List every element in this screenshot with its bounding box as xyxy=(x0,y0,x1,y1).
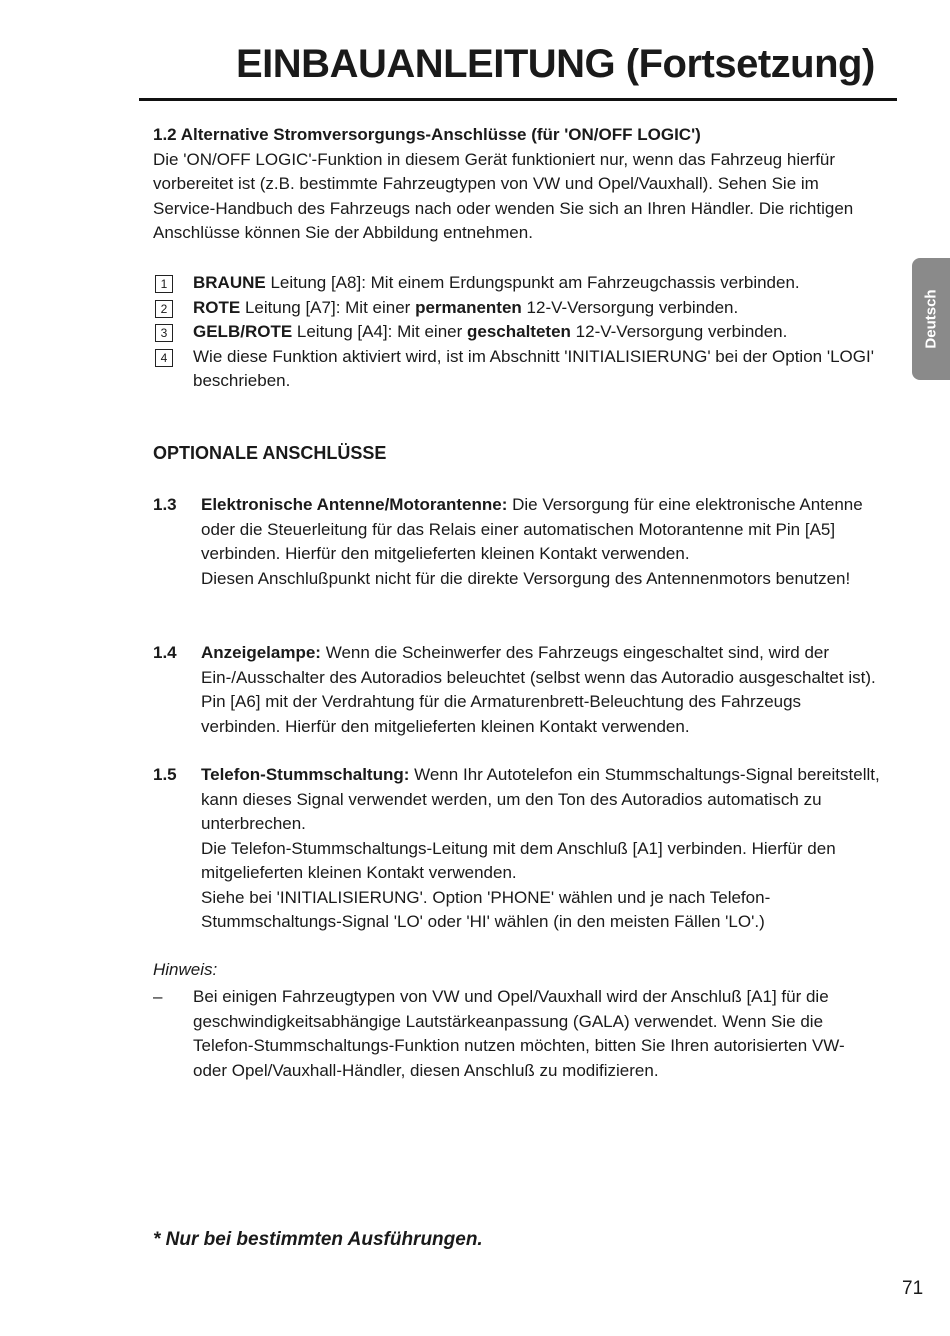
section-body xyxy=(201,763,883,837)
section-title: Elektronische Antenne/Motorantenne: xyxy=(201,495,508,514)
list-item xyxy=(153,345,885,394)
language-tab xyxy=(912,258,950,380)
note-title: Hinweis: xyxy=(153,960,218,979)
emphasis: permanenten xyxy=(415,297,522,317)
section-text: Wenn die Scheinwerfer des Fahrzeugs eingeschaltet sind, wird der Ein-/Ausschalter des Autoradios beleuchtet (selbst wenn das Autoradio ausgeschaltet ist). xyxy=(201,643,876,687)
footnote: * Nur bei bestimmten Ausführungen. xyxy=(153,1229,483,1250)
item-description: Leitung [A4]: Mit einer xyxy=(292,322,467,341)
emphasis: geschalteten xyxy=(467,322,571,341)
page-number: 71 xyxy=(902,1278,924,1299)
section-text: Die Versorgung für eine elektronische Antenne oder die Steuerleitung für das Relais einer automatischen Motorantenne mit Pin [A5] verbinden. Hierfür den mitgelieferten kleinen Kontakt verwenden. xyxy=(201,495,863,563)
section-body xyxy=(201,641,883,690)
section-paragraph: Diesen Anschlußpunkt nicht für die direkte Versorgung des Antennenmotors benutzen! xyxy=(201,568,851,588)
wire-color: GELB/ROTE xyxy=(193,322,293,341)
item-description: Leitung [A8]: Mit einem Erdungspunkt am Fahrzeugchassis verbinden. xyxy=(265,273,800,292)
list-item xyxy=(153,296,885,321)
section-title: Anzeigelampe: xyxy=(201,643,321,662)
note-text: Bei einigen Fahrzeugtypen von VW und Opel/Vauxhall wird der Anschluß [A1] für die geschwindigkeitsabhängige Lautstärkeanpassung (GALA) verwendet. Wenn Sie die Telefon-Stummschaltungs-Funktion nutzen möchten, bitten Sie Ihren autorisierten VW- oder Opel/Vauxhall-Händler, diesen Anschluß zu modifizieren. xyxy=(193,987,845,1080)
section-text: Wenn Ihr Autotelefon ein Stummschaltungs-Signal bereitstellt, kann dieses Signal verwendet werden, um den Ton des Autoradios automatisch zu unterbrechen. xyxy=(201,765,880,833)
section-number: 1.3 xyxy=(153,495,177,514)
section-paragraph: Siehe bei 'INITIALISIERUNG'. Option 'PHONE' wählen und je nach Telefon-Stummschaltungs-Signal 'LO' oder 'HI' wählen (in den meisten Fällen 'LO'.) xyxy=(201,887,771,931)
page-title: EINBAUANLEITUNG (Fortsetzung) xyxy=(236,42,875,86)
wire-color: ROTE xyxy=(193,297,241,317)
section-1-3 xyxy=(153,493,883,591)
list-item xyxy=(153,320,885,345)
optional-connections-heading: OPTIONALE ANSCHLÜSSE xyxy=(153,443,387,463)
item-number-box: 1 xyxy=(155,275,173,293)
item-number-box: 2 xyxy=(155,300,173,318)
section-number: 1.5 xyxy=(153,765,177,784)
note-dash: – xyxy=(153,987,163,1006)
list-item xyxy=(153,271,885,296)
item-number-box: 3 xyxy=(155,324,173,342)
item-description: Wie diese Funktion aktiviert wird, ist im Abschnitt 'INITIALISIERUNG' bei der Option 'LOGI' beschrieben. xyxy=(193,346,874,390)
wire-list xyxy=(153,271,885,394)
section-1-2-heading: 1.2 Alternative Stromversorgungs-Anschlüsse (für 'ON/OFF LOGIC') xyxy=(153,125,701,144)
section-body xyxy=(201,493,883,567)
section-1-2-text: Die 'ON/OFF LOGIC'-Funktion in diesem Gerät funktioniert nur, wenn das Fahrzeug hierfür vorbereitet ist (z.B. bestimmte Fahrzeugtypen von VW und Opel/Vauxhall). Sehen Sie im Service-Handbuch des Fahrzeugs nach oder wenden Sie sich an Ihren Händler. Die richtigen Anschlüsse können Sie der Abbildung entnehmen. xyxy=(153,149,854,242)
item-text xyxy=(193,296,885,321)
section-paragraph: Pin [A6] mit der Verdrahtung für die Armaturenbrett-Beleuchtung des Fahrzeugs verbinden. Hierfür den mitgelieferten kleinen Kontakt verwenden. xyxy=(201,692,802,736)
item-text xyxy=(193,320,885,345)
section-1-2 xyxy=(153,123,883,246)
section-number: 1.4 xyxy=(153,643,177,662)
item-description-end: 12-V-Versorgung verbinden. xyxy=(521,297,739,317)
wire-color: BRAUNE xyxy=(193,273,266,292)
language-tab-label: Deutsch xyxy=(922,289,940,349)
section-title: Telefon-Stummschaltung: xyxy=(201,765,410,784)
item-description: Leitung [A7]: Mit einer xyxy=(240,297,416,317)
item-description-end: 12-V-Versorgung verbinden. xyxy=(570,322,788,341)
item-number-box: 4 xyxy=(155,349,173,367)
note xyxy=(153,985,883,1083)
title-divider xyxy=(139,98,897,101)
section-paragraph: Die Telefon-Stummschaltungs-Leitung mit dem Anschluß [A1] verbinden. Hierfür den mitgelieferten kleinen Kontakt verwenden. xyxy=(201,838,836,882)
section-1-4 xyxy=(153,641,883,739)
item-text xyxy=(193,271,885,296)
section-1-5 xyxy=(153,763,883,935)
